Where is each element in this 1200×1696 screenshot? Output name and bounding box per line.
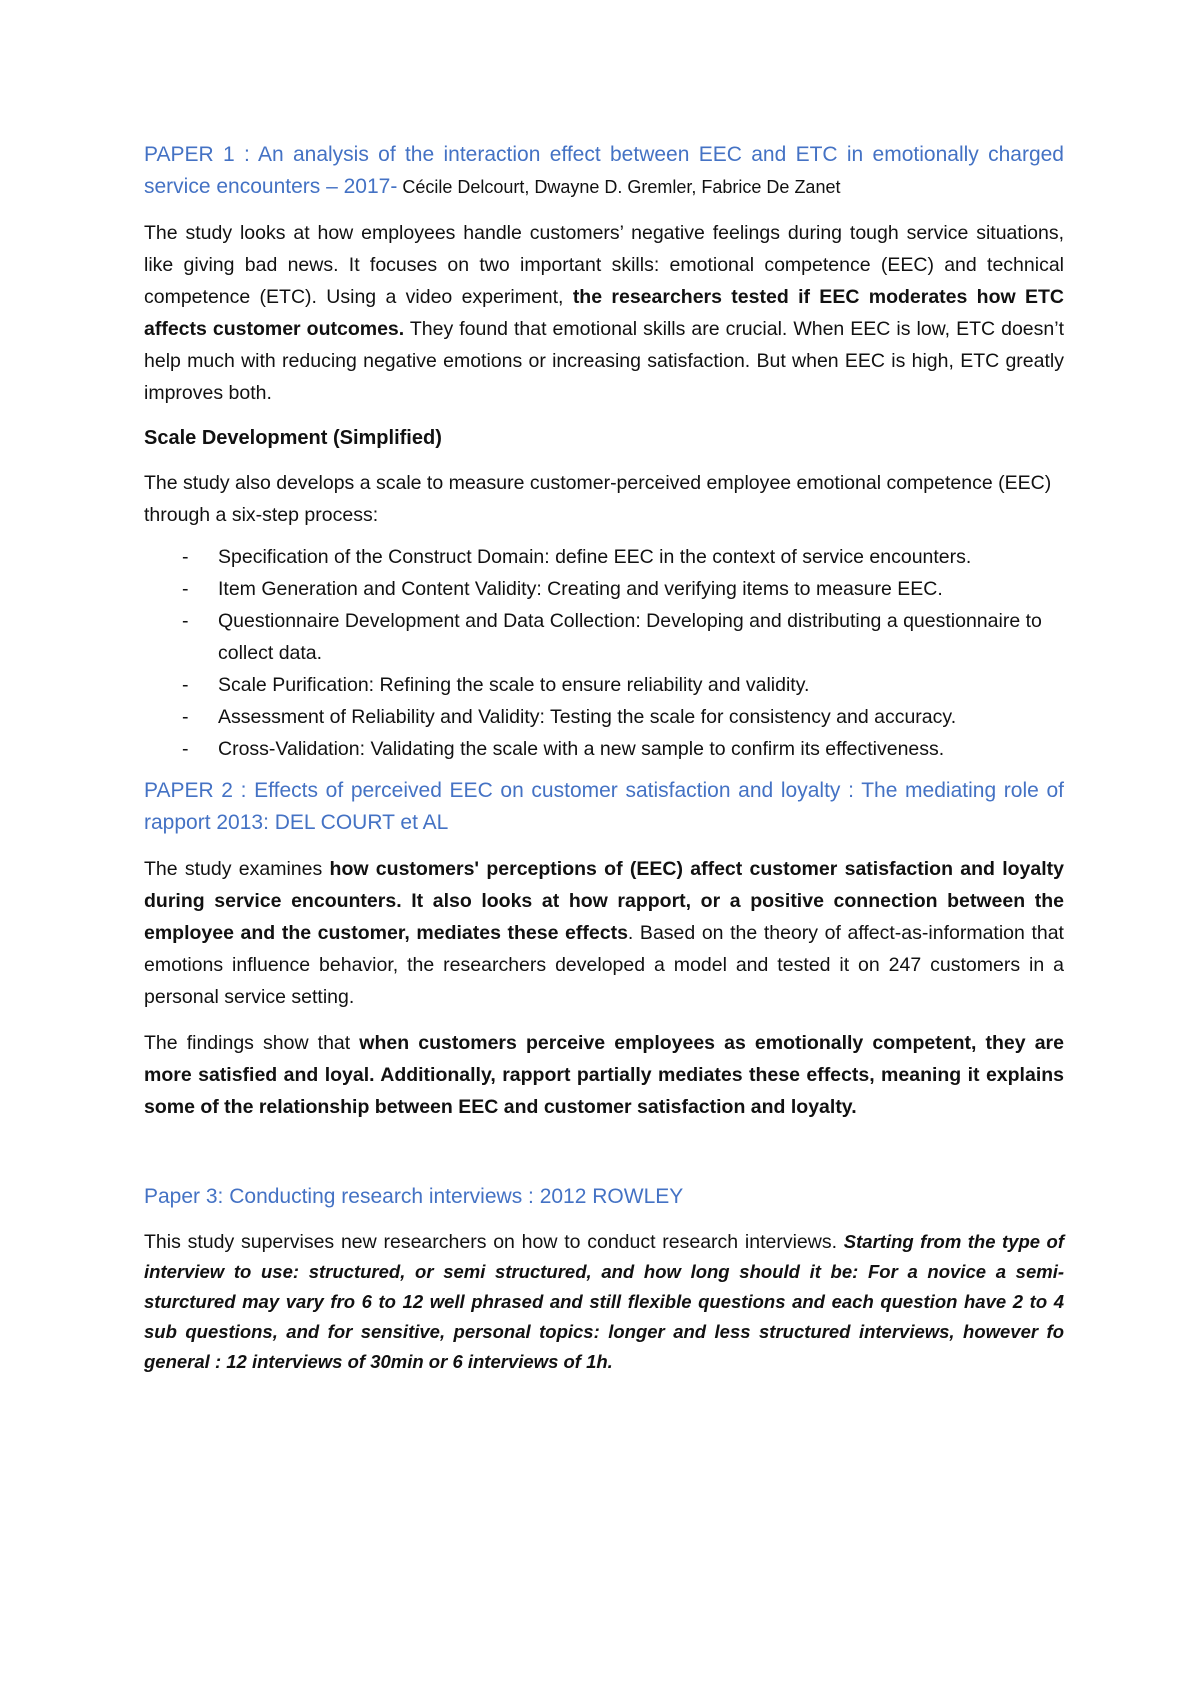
dash-bullet: - [182, 610, 189, 632]
list-item-text: Cross-Validation: Validating the scale with a new sample to confirm its effectiveness. [218, 738, 945, 760]
paper2-findings-emphasis: when customers perceive employees as emotionally competent, they are more satisfied and loyal. Additionally, rapport partially mediates these effects, meaning it explains some of the relationship between EEC and customer satisfaction and loyalty. [144, 1032, 1064, 1118]
list-item-text: Assessment of Reliability and Validity: Testing the scale for consistency and accuracy. [218, 706, 957, 728]
six-step-list [144, 541, 1064, 765]
paper2-summary-emphasis: how customers' perceptions of (EEC) affect customer satisfaction and loyalty during service encounters. It also looks at how rapport, or a positive connection between the employee and the customer, mediates these effects [144, 858, 1064, 944]
paper1-heading [144, 139, 1064, 203]
list-item [144, 605, 1064, 669]
paper1-summary-emphasis: the researchers tested if EEC moderates how ETC affects customer outcomes. [144, 286, 1065, 340]
paper1-title: PAPER 1 : An analysis of the interaction effect between EEC and ETC in emotionally charged service encounters – 2017- [144, 143, 1064, 198]
paper2-findings-text: The findings show that [144, 1032, 360, 1054]
paper1-summary [144, 217, 1064, 409]
dash-bullet: - [182, 578, 189, 600]
paper3-heading: Paper 3: Conducting research interviews : 2012 ROWLEY [144, 1185, 684, 1208]
list-item [144, 669, 1064, 701]
paper2-findings [144, 1027, 1064, 1123]
paper1-summary-text-end: They found that emotional skills are crucial. When EEC is low, ETC doesn’t help much with reducing negative emotions or increasing satisfaction. But when EEC is high, ETC greatly improves both. [144, 318, 1064, 404]
scale-development-heading: Scale Development (Simplified) [144, 427, 442, 449]
dash-bullet: - [182, 546, 189, 568]
dash-bullet: - [182, 706, 189, 728]
dash-bullet: - [182, 674, 189, 696]
paper2-summary-text-end: . Based on the theory of affect-as-information that emotions influence behavior, the researchers developed a model and tested it on 247 customers in a personal service setting. [144, 922, 1064, 1008]
list-item [144, 701, 1064, 733]
list-item-text: Scale Purification: Refining the scale to ensure reliability and validity. [218, 674, 810, 696]
list-item-text: Questionnaire Development and Data Collection: Developing and distributing a questionnaire to collect data. [218, 610, 1042, 664]
paper2-summary [144, 853, 1064, 1013]
paper3-summary-text: This study supervises new researchers on how to conduct research interviews. [144, 1231, 844, 1253]
list-item [144, 573, 1064, 605]
paper2-heading: PAPER 2 : Effects of perceived EEC on customer satisfaction and loyalty : The mediating role of rapport 2013: DEL COURT et AL [144, 779, 1064, 834]
paper1-summary-text: The study looks at how employees handle customers’ negative feelings during tough service situations, like giving bad news. It focuses on two important skills: emotional competence (EEC) and technical competence (ETC). Using a video experiment, [144, 222, 1064, 308]
scale-development-intro: The study also develops a scale to measure customer-perceived employee emotional competence (EEC) through a six-step process: [144, 472, 1052, 526]
list-item [144, 733, 1064, 765]
paper3-summary-emphasis: Starting from the type of interview to use: structured, or semi structured, and how long should it be: For a novice a semi-sturctured may vary fro 6 to 12 well phrased and still flexible questions and each question have 2 to 4 sub questions, and for sensitive, personal topics: longer and less structured interviews, however fo general : 12 interviews of 30min or 6 interviews of 1h. [144, 1231, 1064, 1372]
dash-bullet: - [182, 738, 189, 760]
list-item-text: Item Generation and Content Validity: Creating and verifying items to measure EEC. [218, 578, 943, 600]
paper2-summary-text: The study examines [144, 858, 330, 880]
paper3-summary [144, 1227, 1064, 1377]
list-item [144, 541, 1064, 573]
document-body [144, 139, 1064, 1377]
list-item-text: Specification of the Construct Domain: define EEC in the context of service encounters. [218, 546, 972, 568]
paper1-authors: Cécile Delcourt, Dwayne D. Gremler, Fabrice De Zanet [397, 177, 841, 197]
